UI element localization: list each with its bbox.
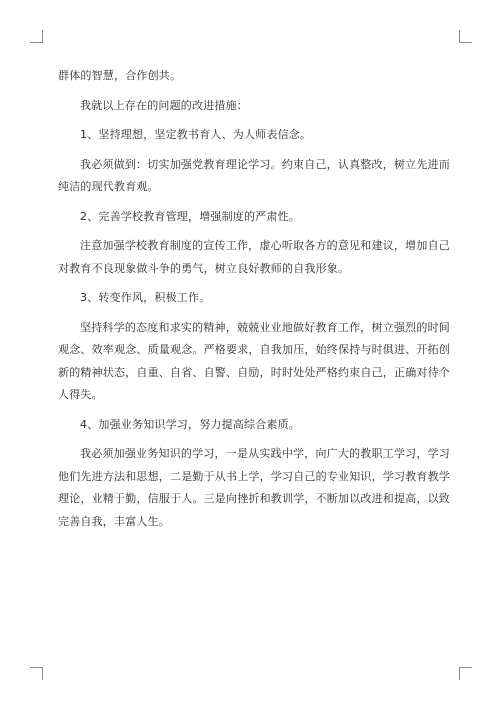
paragraph-section-1: 我必须做到：切实加强党教育理论学习。约束自己，认真整改，树立先进而纯洁的现代教育观。 (58, 157, 450, 193)
paragraph-continuation: 群体的智慧，合作创共。 (58, 69, 182, 82)
paragraph-section-2: 注意加强学校教育制度的宣传工作，虚心听取各方的意见和建议，增加自己对教育不良现象做斗争的勇气，树立良好教师的自我形象。 (58, 239, 450, 275)
crop-mark-top-right (459, 30, 472, 43)
section-heading-1: 1、坚持理想，坚定教书育人、为人师表信念。 (80, 128, 312, 141)
crop-mark-bottom-left (30, 667, 43, 680)
section-heading-3: 3、转变作风，积极工作。 (80, 291, 211, 304)
section-heading-2: 2、完善学校教育管理，增强制度的严肃性。 (80, 209, 300, 223)
crop-mark-top-left (30, 30, 43, 43)
paragraph-intro: 我就以上存在的问题的改进措施： (80, 98, 248, 112)
paragraph-section-4: 我必须加强业务知识的学习，一是从实践中学，向广大的教职工学习，学习他们先进方法和思想，二是勤于从书上学，学习自己的专业知识，学习教育教学理论，业精于勤，信服于人。三是向挫折和教训学，不断加以改进和提高，以致完善自我，丰富人生。 (58, 447, 450, 528)
document-body (58, 65, 450, 540)
crop-mark-bottom-right (459, 667, 472, 680)
paragraph-section-3: 坚持科学的态度和求实的精神，兢兢业业地做好教育工作，树立强烈的时间观念、效率观念、质量观念。严格要求，自我加压，始终保持与时俱进、开拓创新的精神状态，自重、自省、自警、自励，时时处处严格约束自己，正确对待个人得失。 (58, 320, 450, 401)
section-heading-4: 4、加强业务知识学习，努力提高综合素质。 (80, 417, 300, 431)
